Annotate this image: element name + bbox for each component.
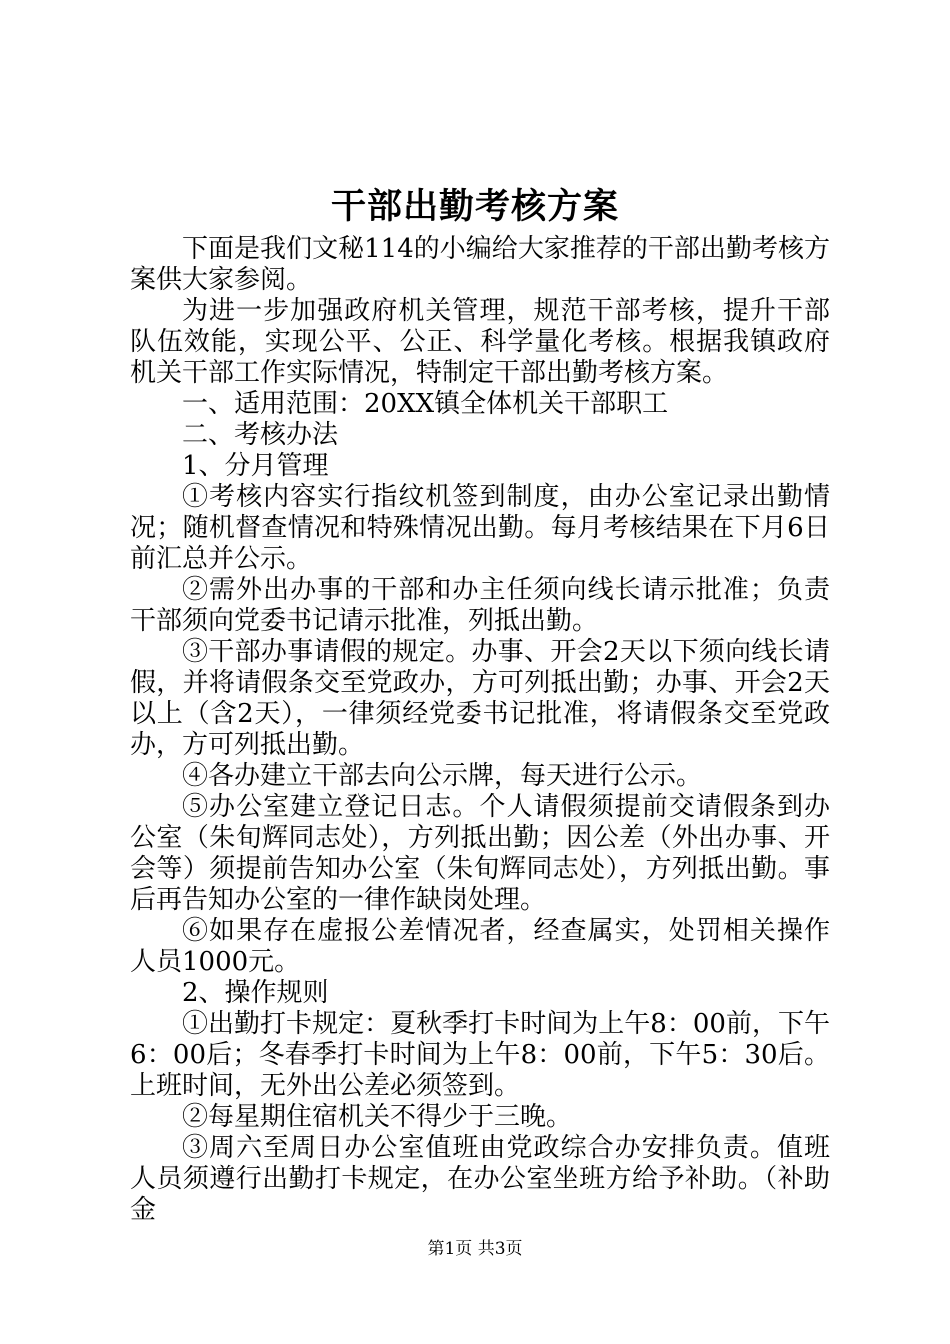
paragraph-purpose: 为进一步加强政府机关管理，规范干部考核，提升干部队伍效能，实现公平、公正、科学量化考核。根据我镇政府机关干部工作实际情况，特制定干部出勤考核方案。 (130, 296, 830, 388)
heading-monthly-management: 1、分月管理 (182, 451, 329, 481)
paragraph-intro: 下面是我们文秘114的小编给大家推荐的干部出勤考核方案供大家参阅。 (130, 234, 830, 295)
paragraph-item-4: ④各办建立干部去向公示牌，每天进行公示。 (182, 761, 703, 791)
paragraph-rule-2: ②每星期住宿机关不得少于三晚。 (182, 1102, 573, 1132)
document-title: 干部出勤考核方案 (330, 186, 619, 227)
document-body (130, 234, 830, 1226)
paragraph-item-5: ⑤办公室建立登记日志。个人请假须提前交请假条到办公室（朱旬辉同志处），方列抵出勤；因公差（外出办事、开会等）须提前告知办公室（朱旬辉同志处），方列抵出勤。事后再告知办公室的一律作缺岗处理。 (130, 792, 830, 915)
paragraph-item-2: ②需外出办事的干部和办主任须向线长请示批准；负责干部须向党委书记请示批准，列抵出勤。 (130, 575, 830, 636)
paragraph-scope: 一、适用范围：20XX镇全体机关干部职工 (182, 389, 669, 419)
heading-methods: 二、考核办法 (182, 420, 339, 450)
paragraph-rule-1: ①出勤打卡规定：夏秋季打卡时间为上午8：00前，下午6：00后；冬春季打卡时间为上午8：00前，下午5：30后。上班时间，无外出公差必须签到。 (130, 1009, 830, 1101)
paragraph-rule-3: ③周六至周日办公室值班由党政综合办安排负责。值班人员须遵行出勤打卡规定，在办公室坐班方给予补助。（补助金 (130, 1133, 830, 1225)
paragraph-item-1: ①考核内容实行指纹机签到制度，由办公室记录出勤情况；随机督查情况和特殊情况出勤。每月考核结果在下月6日前汇总并公示。 (130, 482, 830, 574)
heading-operation-rules: 2、操作规则 (182, 978, 329, 1008)
page-footer: 第1页 共3页 (427, 1239, 523, 1259)
paragraph-item-6: ⑥如果存在虚报公差情况者，经查属实，处罚相关操作人员1000元。 (130, 916, 830, 977)
paragraph-item-3: ③干部办事请假的规定。办事、开会2天以下须向线长请假，并将请假条交至党政办，方可列抵出勤；办事、开会2天以上（含2天），一律须经党委书记批准，将请假条交至党政办，方可列抵出勤。 (130, 637, 830, 760)
